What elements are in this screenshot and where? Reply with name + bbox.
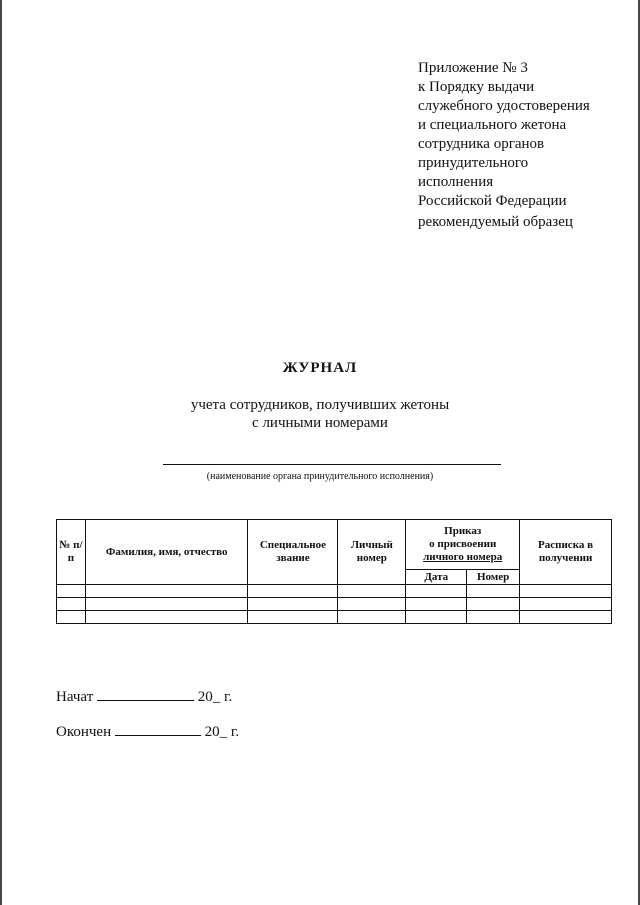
appendix-header [418,59,628,211]
header-full-name: Фамилия, имя, отчество [85,520,248,585]
table-cell[interactable] [406,585,467,598]
header-order-line-3: личного номера [423,551,503,563]
started-date-blank[interactable] [97,688,194,701]
table-cell[interactable] [57,611,86,624]
table-cell[interactable] [406,611,467,624]
header-order-date: Дата [406,570,467,585]
journal-started-line [56,688,232,706]
table-cell[interactable] [520,611,612,624]
table-cell[interactable] [57,598,86,611]
header-order-line-1: Приказ [444,525,482,537]
org-name-caption: (наименование органа принудительного исполнения) [206,471,434,482]
appendix-line: к Порядку выдачи [418,79,535,95]
table-row [57,585,612,598]
table-cell[interactable] [520,585,612,598]
header-order-line-2: о присвоении [429,538,497,550]
finished-label: Окончен [56,724,112,740]
table-cell[interactable] [85,598,248,611]
table-cell[interactable] [338,598,406,611]
header-rank: Специальное звание [248,520,338,585]
table-cell[interactable] [338,611,406,624]
header-number: № п/п [57,520,86,585]
journal-finished-line [56,723,239,741]
table-cell[interactable] [85,611,248,624]
journal-title: ЖУРНАЛ [282,360,358,376]
subtitle-line-2: с личными номерами [252,415,388,431]
sample-note: рекомендуемый образец [418,214,573,230]
subtitle-line-1: учета сотрудников, получивших жетоны [190,397,450,413]
table-cell[interactable] [248,598,338,611]
appendix-line: сотрудника органов [418,136,545,152]
journal-table [56,519,612,624]
table-cell[interactable] [57,585,86,598]
table-cell[interactable] [248,585,338,598]
started-year: 20_ г. [197,689,233,705]
appendix-line: Российской Федерации [418,193,567,209]
table-cell[interactable] [467,585,520,598]
table-cell[interactable] [406,598,467,611]
table-cell[interactable] [248,611,338,624]
appendix-line: исполнения [418,174,494,190]
table-cell[interactable] [467,598,520,611]
header-receipt: Расписка в получении [520,520,612,585]
journal-subtitle [0,396,640,432]
table-cell[interactable] [467,611,520,624]
finished-year: 20_ г. [204,724,240,740]
finished-date-blank[interactable] [115,723,201,736]
org-name-blank-line [163,464,501,465]
table-cell[interactable] [338,585,406,598]
started-label: Начат [56,689,94,705]
page-edge-left [0,0,2,905]
header-order [406,520,520,570]
table-row [57,611,612,624]
header-order-number: Номер [467,570,520,585]
table-row [57,598,612,611]
table-cell[interactable] [520,598,612,611]
appendix-line: служебного удостоверения [418,98,590,114]
table-cell[interactable] [85,585,248,598]
appendix-line: принудительного [418,155,529,171]
appendix-line: Приложение № 3 [418,60,528,76]
table-header-row [57,520,612,570]
header-personal-number: Личный номер [338,520,406,585]
appendix-line: и специального жетона [418,117,567,133]
